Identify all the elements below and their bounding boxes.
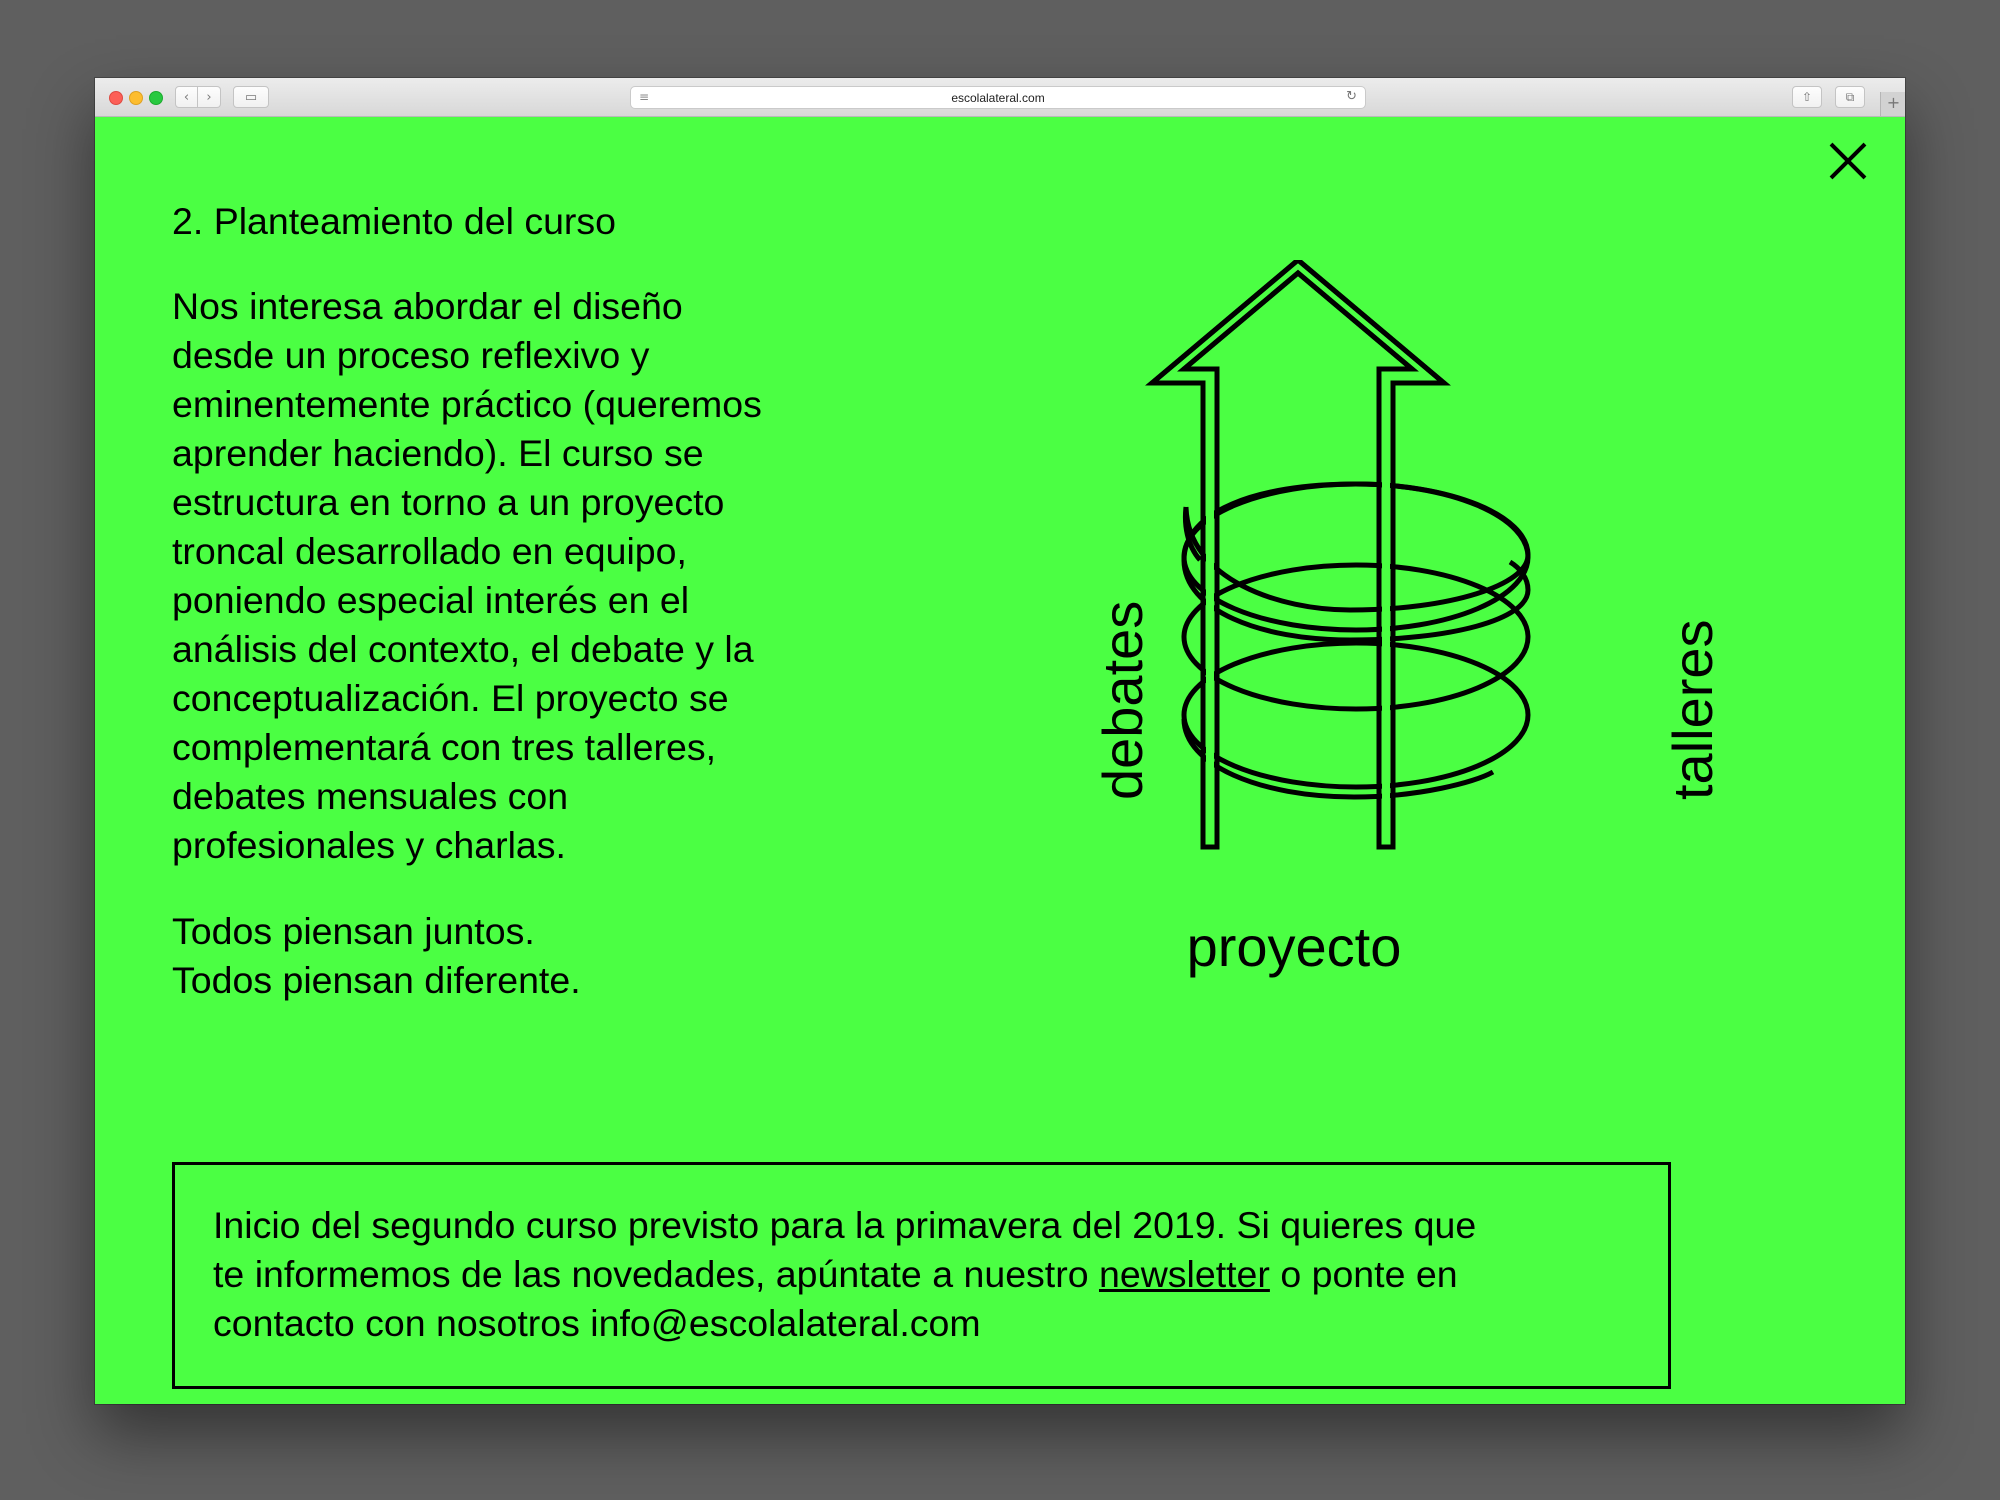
sidebar-toggle-button[interactable]: ▭ xyxy=(233,86,269,108)
body-line: debates mensuales con xyxy=(172,775,569,817)
new-tab-button[interactable]: + xyxy=(1880,92,1905,116)
body-line: complementará con tres talleres, xyxy=(172,726,716,768)
motto xyxy=(172,907,852,1005)
info-line: contacto con nosotros info@escolalateral.com xyxy=(213,1302,981,1344)
body-paragraph xyxy=(172,282,852,870)
browser-toolbar xyxy=(95,78,1905,117)
minimize-window-icon[interactable] xyxy=(129,91,143,105)
body-line: estructura en torno a un proyecto xyxy=(172,481,725,523)
body-line: poniendo especial interés en el xyxy=(172,579,690,621)
body-line: desde un proceso reflexivo y xyxy=(172,334,650,376)
back-button[interactable]: ‹ xyxy=(175,86,198,108)
spiral-coil xyxy=(1184,562,1528,798)
forward-button[interactable]: › xyxy=(198,86,221,108)
reader-icon[interactable]: ≡ xyxy=(639,90,650,104)
body-line: conceptualización. El proyecto se xyxy=(172,677,729,719)
address-bar[interactable] xyxy=(630,86,1366,109)
body-line: Nos interesa abordar el diseño xyxy=(172,285,683,327)
body-line: eminentemente práctico (queremos xyxy=(172,383,762,425)
body-line: profesionales y charlas. xyxy=(172,824,566,866)
body-line: troncal desarrollado en equipo, xyxy=(172,530,687,572)
info-box xyxy=(172,1162,1671,1389)
diagram-label-bottom: proyecto xyxy=(1186,915,1402,978)
body-line: aprender haciendo). El curso se xyxy=(172,432,704,474)
reload-icon[interactable]: ↻ xyxy=(1346,89,1357,104)
newsletter-link[interactable]: newsletter xyxy=(1098,1253,1270,1295)
info-line: te informemos de las novedades, apúntate a nuestro xyxy=(213,1253,1099,1295)
info-line: Inicio del segundo curso previsto para la primavera del 2019. Si quieres que xyxy=(213,1204,1477,1246)
section-title: 2. Planteamiento del curso xyxy=(172,200,617,242)
close-window-icon[interactable] xyxy=(109,91,123,105)
body-line: análisis del contexto, el debate y la xyxy=(172,628,754,670)
tab-overview-button[interactable]: ⧉ xyxy=(1835,86,1865,108)
spiral-ring xyxy=(1184,643,1528,787)
page-content xyxy=(95,117,1905,1404)
share-button[interactable]: ⇧ xyxy=(1792,86,1822,108)
motto-line: Todos piensan juntos. xyxy=(172,910,535,952)
diagram-label-left: debates xyxy=(1091,600,1154,800)
arrow-shaft-fill xyxy=(1206,372,1214,844)
spiral-ring xyxy=(1184,565,1528,709)
course-text xyxy=(172,197,852,1005)
close-icon[interactable] xyxy=(1825,139,1869,183)
arrow-shaft-fill xyxy=(1382,372,1390,844)
info-line: o ponte en xyxy=(1269,1253,1458,1295)
course-diagram xyxy=(1050,260,1750,1020)
address-url[interactable]: escolalateral.com xyxy=(951,91,1045,105)
motto-line: Todos piensan diferente. xyxy=(172,959,581,1001)
diagram-label-right: talleres xyxy=(1661,619,1724,800)
zoom-window-icon[interactable] xyxy=(149,91,163,105)
browser-window xyxy=(95,78,1905,1404)
